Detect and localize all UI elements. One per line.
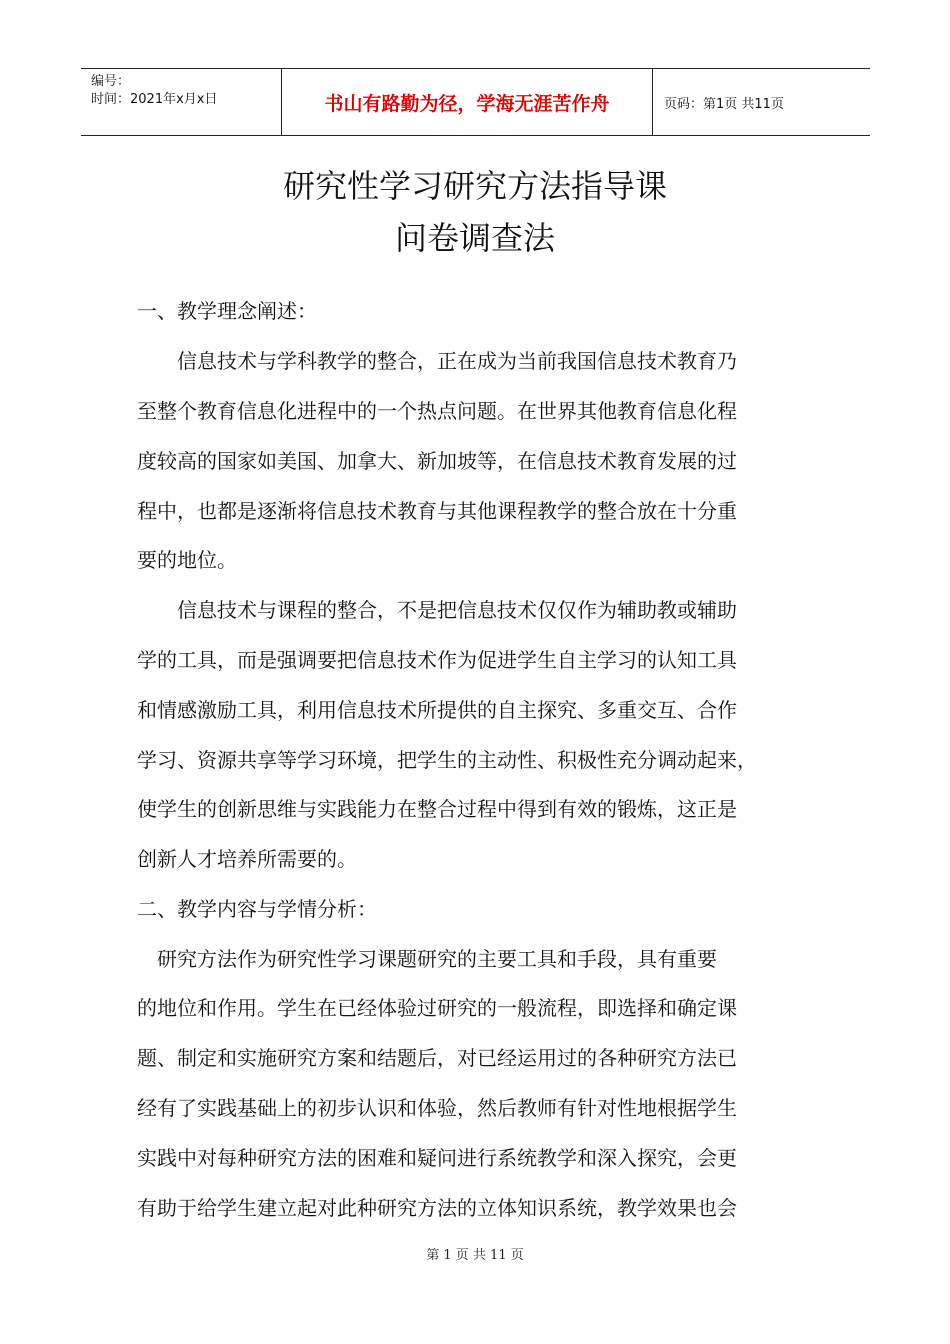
body-line: 度较高的国家如美国、加拿大、新加坡等，在信息技术教育发展的过 [137,449,737,473]
document-title-line1: 研究性学习研究方法指导课 [282,167,667,205]
number-label: 编号： [91,74,131,89]
body-line: 经有了实践基础上的初步认识和体验，然后教师有针对性地根据学生 [137,1096,737,1120]
body-line: 有助于给学生建立起对此种研究方法的立体知识系统，教学效果也会 [137,1196,737,1220]
section-heading-1: 一、教学理念阐述： [137,299,317,323]
body-line: 和情感激励工具，利用信息技术所提供的自主探究、多重交互、合作 [137,698,737,722]
body-line: 学习、资源共享等学习环境，把学生的主动性、积极性充分调动起来， [137,748,757,772]
header-motto: 书山有路勤为径，学海无涯苦作舟 [282,69,653,135]
page-footer: 第 1 页 共 11 页 [426,1248,524,1263]
body-line: 研究方法作为研究性学习课题研究的主要工具和手段，具有重要 [137,947,717,971]
document-header [81,68,870,136]
header-meta [81,69,282,135]
body-line: 至整个教育信息化进程中的一个热点问题。在世界其他教育信息化程 [137,399,737,423]
body-line: 使学生的创新思维与实践能力在整合过程中得到有效的锻炼，这正是 [137,797,737,821]
body-line: 的地位和作用。学生在已经体验过研究的一般流程，即选择和确定课 [137,996,737,1020]
section-heading-2: 二、教学内容与学情分析： [137,897,377,921]
body-line: 学的工具，而是强调要把信息技术作为促进学生自主学习的认知工具 [137,648,737,672]
body-line: 要的地位。 [137,548,237,572]
document-title-line2: 问卷调查法 [394,219,555,257]
body-line: 实践中对每种研究方法的困难和疑问进行系统教学和深入探究，会更 [137,1146,737,1170]
body-line: 题、制定和实施研究方案和结题后，对已经运用过的各种研究方法已 [137,1046,737,1070]
body-line: 程中，也都是逐渐将信息技术教育与其他课程教学的整合放在十分重 [137,499,737,523]
header-page-info: 页码：第1页 共11页 [664,96,784,112]
time-label: 时间：2021年x月x日 [91,92,218,107]
body-line: 创新人才培养所需要的。 [137,847,357,871]
body-line: 信息技术与课程的整合，不是把信息技术仅仅作为辅助教或辅助 [137,598,737,622]
body-line: 信息技术与学科教学的整合，正在成为当前我国信息技术教育乃 [137,349,737,373]
